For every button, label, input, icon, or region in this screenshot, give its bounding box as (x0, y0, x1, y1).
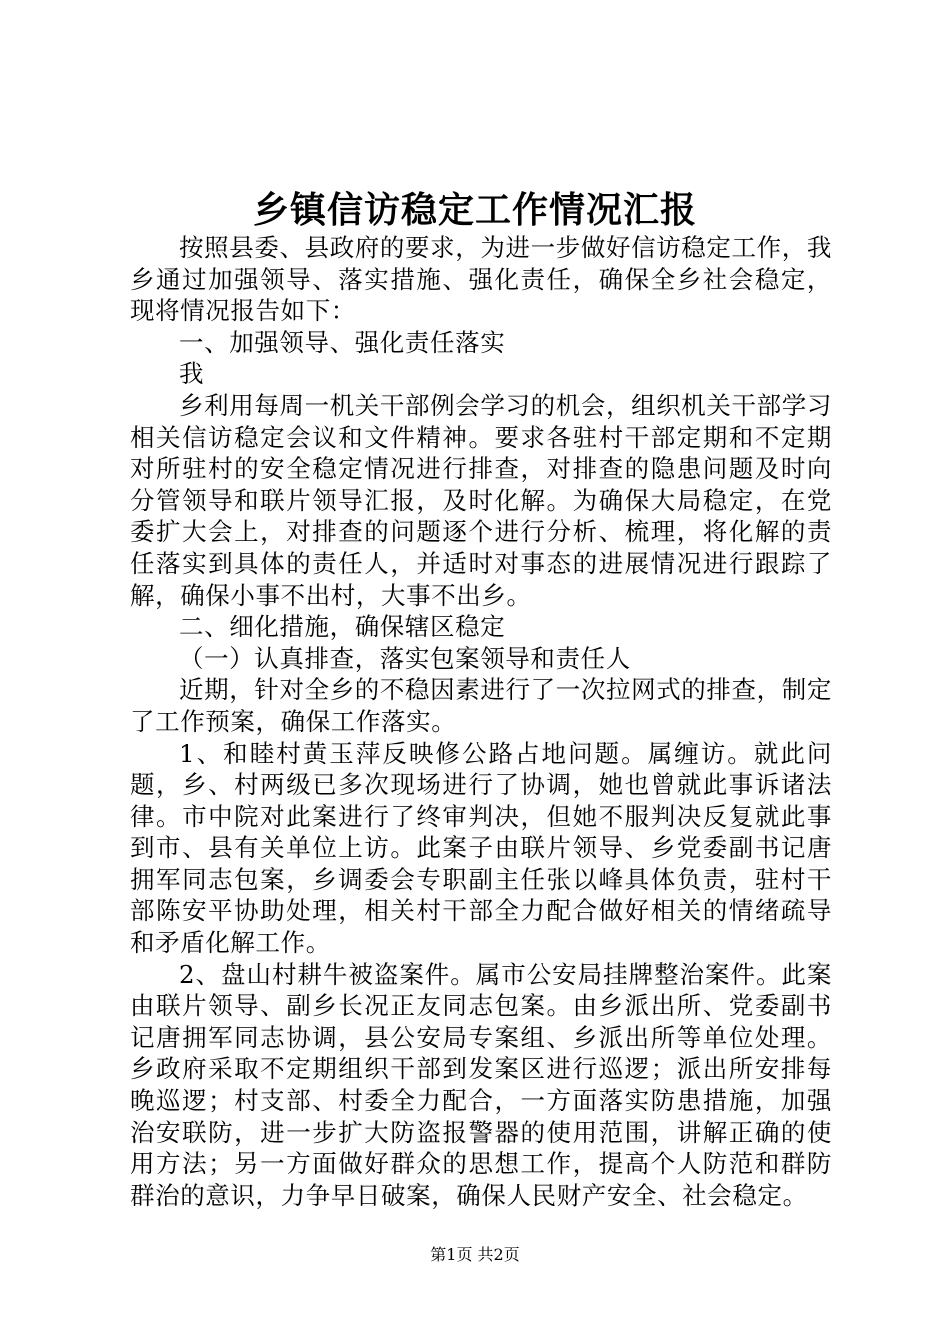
paragraph-case-2: 2、盘山村耕牛被盗案件。属市公安局挂牌整治案件。此案由联片领导、副乡长况正友同志包案。由乡派出所、党委副书记唐拥军同志协调，县公安局专案组、乡派出所等单位处理。乡政府采取不定期组织干部到发案区进行巡逻；派出所安排每晚巡逻；村支部、村委全力配合，一方面落实防患措施，加强治安联防，进一步扩大防盗报警器的使用范围，讲解正确的使用方法；另一方面做好群众的思想工作，提高个人防范和群防群治的意识，力争早日破案，确保人民财产安全、社会稳定。 (130, 959, 832, 1210)
paragraph-investigation: 近期，针对全乡的不稳因素进行了一次拉网式的排查，制定了工作预案，确保工作落实。 (130, 675, 832, 736)
page-number-footer: 第1页 共2页 (430, 1245, 520, 1264)
paragraph-fragment: 我 (179, 359, 205, 389)
document-title: 乡镇信访稳定工作情况汇报 (252, 189, 697, 231)
paragraph-case-1: 1、和睦村黄玉萍反映修公路占地问题。属缠访。就此问题，乡、村两级已多次现场进行了协调，她也曾就此事诉诸法律。市中院对此案进行了终审判决，但她不服判决反复就此事到市、县有关单位上访。此案子由联片领导、乡党委副书记唐拥军同志包案，乡调委会专职副主任张以峰具体负责，驻村干部陈安平协助处理，相关村干部全力配合做好相关的情绪疏导和矛盾化解工作。 (130, 738, 832, 958)
subsection-heading-1: （一）认真排查，落实包案领导和责任人 (179, 643, 631, 673)
paragraph-leadership: 乡利用每周一机关干部例会学习的机会，组织机关干部学习相关信访稳定会议和文件精神。要求各驻村干部定期和不定期对所驻村的安全稳定情况进行排查，对排查的隐患问题及时向分管领导和联片领导汇报，及时化解。为确保大局稳定，在党委扩大会上，对排查的问题逐个进行分析、梳理，将化解的责任落实到具体的责任人，并适时对事态的进展情况进行跟踪了解，确保小事不出村，大事不出乡。 (130, 390, 832, 610)
section-heading-1: 一、加强领导、强化责任落实 (179, 327, 506, 357)
paragraph-intro: 按照县委、县政府的要求，为进一步做好信访稳定工作，我乡通过加强领导、落实措施、强化责任，确保全乡社会稳定，现将情况报告如下： (130, 233, 832, 326)
section-heading-2: 二、细化措施，确保辖区稳定 (179, 612, 506, 642)
document-body (130, 232, 832, 1211)
